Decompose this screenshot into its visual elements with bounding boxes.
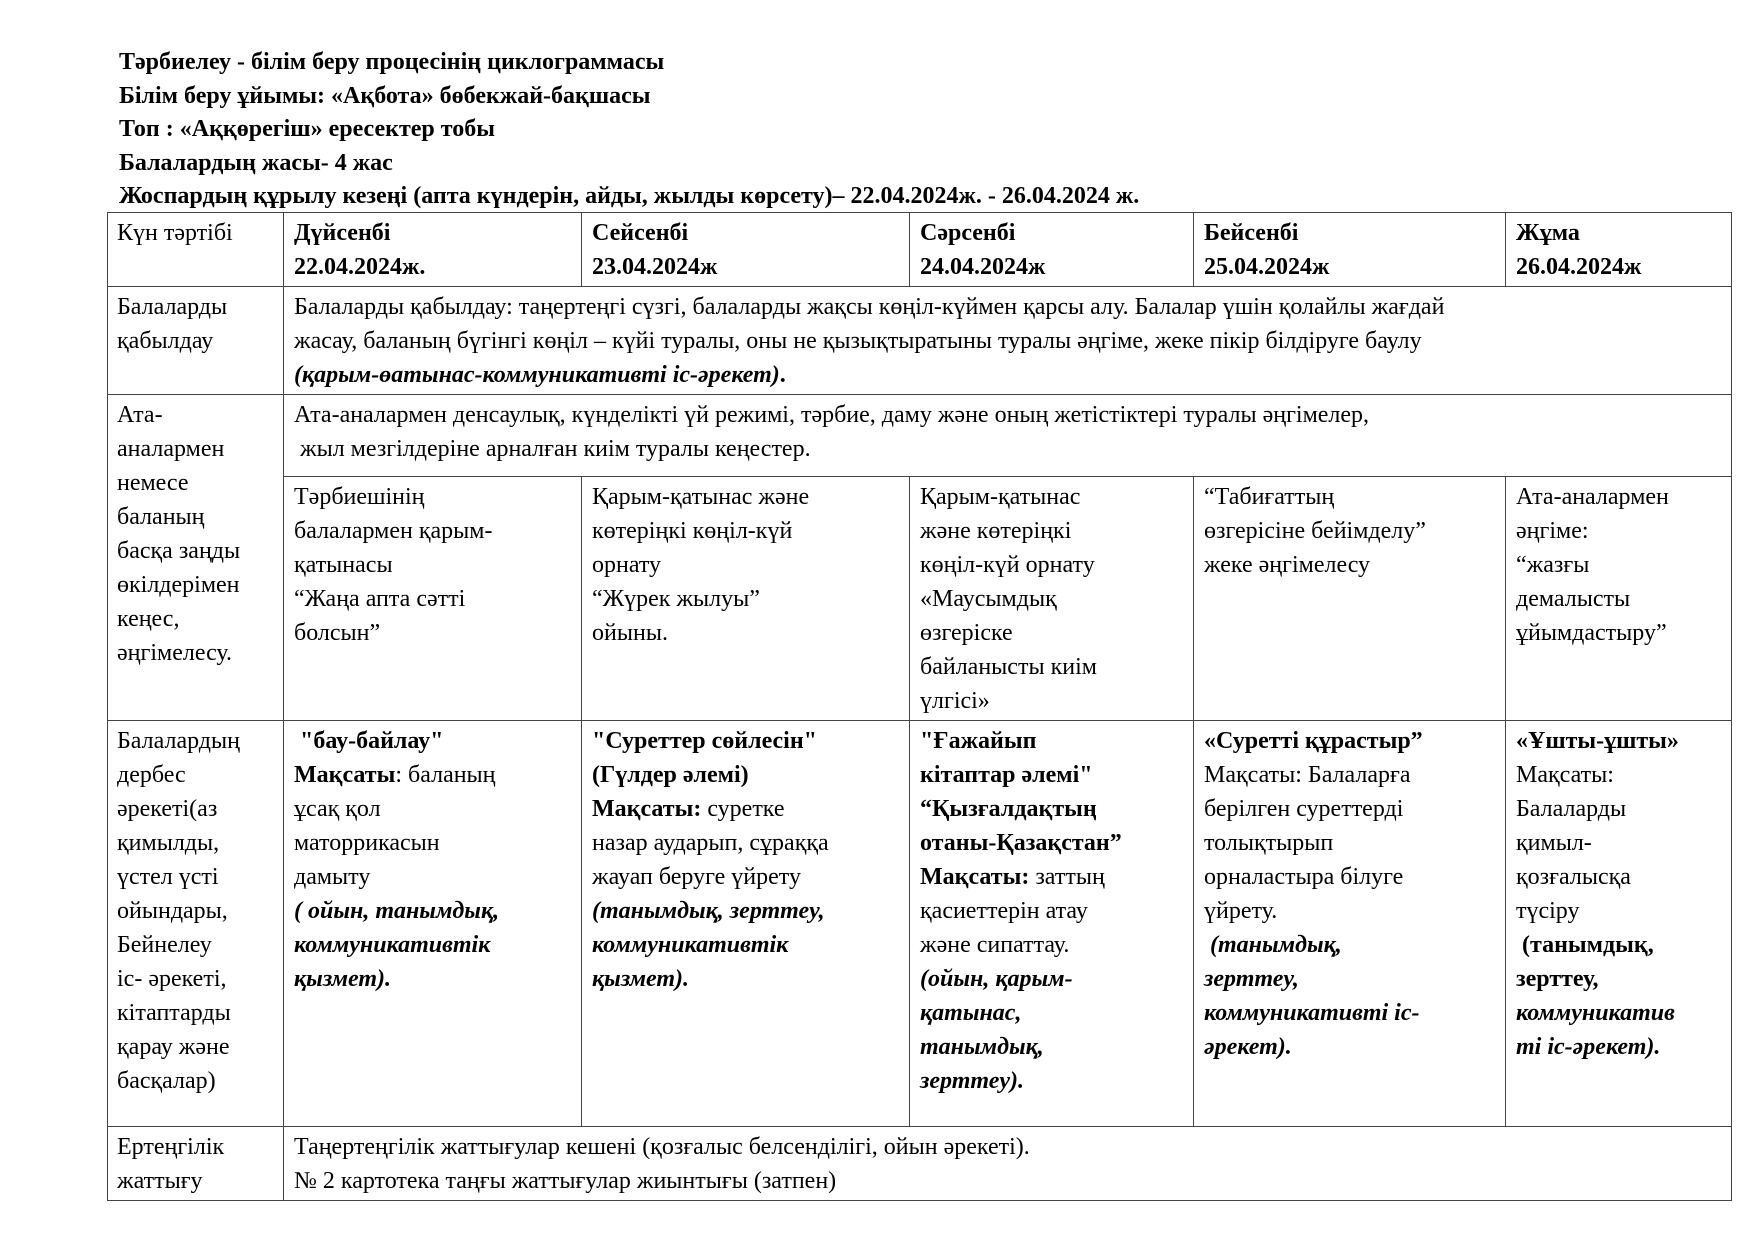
activity-cell-thursday — [1194, 721, 1506, 1127]
label-line: Ертеңгілік — [117, 1134, 225, 1160]
activity-title: «Суретті құрастыр” — [1204, 728, 1423, 754]
goal-line — [592, 792, 899, 826]
day-header-wednesday — [910, 213, 1194, 287]
text-line: балалармен қарым- — [294, 518, 493, 544]
parents-cell-monday — [284, 477, 582, 721]
label-line: өкілдерімен — [117, 572, 240, 598]
text-line: “Жаңа апта сәтті — [294, 586, 466, 612]
period-line: Жоспардың құрылу кезеңі (апта күндерін, айды, жылды көрсету)– 22.04.2024ж. - 26.04.2024 ж. — [119, 183, 1140, 209]
label-line: әңгімелесу. — [117, 640, 233, 666]
activity-title: кітаптар әлемі" — [920, 762, 1093, 788]
text-line: Ата-аналармен денсаулық, күнделікті үй режимі, тәрбие, даму және оның жетістіктері туралы әңгімелер, — [294, 402, 1370, 428]
activity-title: “Қызғалдақтың — [920, 796, 1097, 822]
activity-type: зерттеу, — [1204, 966, 1299, 992]
day-name: Сейсенбі — [592, 220, 689, 246]
goal-label: Мақсаты: — [592, 796, 702, 822]
label-line: басқалар) — [117, 1068, 216, 1094]
row-reception — [108, 287, 1732, 395]
parents-cell-tuesday — [582, 477, 910, 721]
day-date: 25.04.2024ж — [1204, 254, 1330, 280]
row-label-reception — [108, 287, 284, 395]
text-line: жеке әңгімелесу — [1204, 552, 1371, 578]
goal-label: Мақсаты — [294, 762, 396, 788]
activity-type: коммуникативтік — [294, 932, 491, 958]
text-line: орнату — [592, 552, 662, 578]
parents-cell-friday — [1506, 477, 1732, 721]
text-line: үлгісі» — [920, 688, 990, 714]
goal-label: Мақсаты: — [920, 864, 1030, 890]
parents-cell-thursday — [1194, 477, 1506, 721]
row-label-parents — [108, 395, 284, 721]
activity-type: қызмет). — [294, 966, 392, 992]
day-header-friday — [1506, 213, 1732, 287]
label-line: басқа заңды — [117, 538, 241, 564]
day-name: Сәрсенбі — [920, 220, 1016, 246]
goal-text: маторрикасын — [294, 830, 440, 856]
text-line: Тәрбиешінің — [294, 484, 425, 510]
day-date: 23.04.2024ж — [592, 254, 718, 280]
activity-type: (танымдық, — [1204, 932, 1342, 958]
day-date: 26.04.2024ж — [1516, 254, 1642, 280]
activity-cell-monday — [284, 721, 582, 1127]
age-line: Балалардың жасы- 4 жас — [119, 149, 393, 176]
group-line: Топ : «Аққөрегіш» ересектер тобы — [119, 116, 495, 142]
text-line: ұйымдастыру” — [1516, 620, 1667, 646]
day-name: Дүйсенбі — [294, 220, 391, 246]
day-header-monday — [284, 213, 582, 287]
title-cyclogram: Тәрбиелеу - білім беру процесінің циклограммасы — [119, 49, 665, 75]
corner-label: Күн тәртібі — [117, 220, 233, 246]
text-line: өзгерісіне бейімделу” — [1204, 518, 1426, 544]
label-line: ойындары, — [117, 898, 228, 924]
goal-text: толықтырып — [1204, 830, 1334, 856]
text-line: “жазғы — [1516, 552, 1590, 578]
activity-title: "бау-байлау" — [294, 728, 444, 754]
activity-type: қызмет). — [592, 966, 690, 992]
goal-text: жауап беруге үйрету — [592, 864, 801, 890]
goal-text: назар аударып, сұраққа — [592, 830, 829, 856]
label-line: немесе — [117, 470, 189, 496]
activity-type: коммуникативті іс- — [1204, 1000, 1420, 1026]
table-header-row — [108, 213, 1732, 287]
activity-type: әрекет). — [1204, 1034, 1292, 1060]
label-line: Бейнелеу — [117, 932, 212, 958]
document-header — [119, 46, 1139, 214]
goal-text: : баланың — [395, 762, 496, 788]
text-line: байланысты киім — [920, 654, 1097, 680]
label-line: кітаптарды — [117, 1000, 231, 1026]
goal-text: заттың — [1029, 864, 1105, 890]
activity-type: (ойын, қарым- — [920, 966, 1073, 992]
activity-type: (танымдық, зерттеу, — [592, 898, 825, 924]
day-name: Жұма — [1516, 220, 1580, 246]
label-line: іс- әрекеті, — [117, 966, 227, 992]
activity-type: коммуникатив — [1516, 1000, 1675, 1026]
label-line: жаттығу — [117, 1168, 203, 1194]
label-line: аналармен — [117, 436, 225, 462]
goal-line — [920, 860, 1183, 894]
reception-text — [284, 287, 1732, 395]
label-line: Балалардың — [117, 728, 240, 754]
label-line: қарау және — [117, 1034, 230, 1060]
day-name: Бейсенбі — [1204, 220, 1299, 246]
label-line: кеңес, — [117, 606, 180, 632]
goal-text: суретке — [701, 796, 785, 822]
label-line: қимылды, — [117, 830, 220, 856]
activity-title: "Ғажайып — [920, 728, 1037, 754]
activity-subtitle: (Гүлдер әлемі) — [592, 762, 749, 788]
text-line: көңіл-күй орнату — [920, 552, 1095, 578]
text-line: “Табиғаттың — [1204, 484, 1335, 510]
text-line: жыл мезгілдеріне арналған киім туралы кеңестер. — [294, 436, 811, 462]
activity-type: (танымдық, — [1516, 932, 1654, 958]
row-parents-general — [108, 395, 1732, 477]
text-line: және көтеріңкі — [920, 518, 1072, 544]
goal-text: және сипаттау. — [920, 932, 1070, 958]
activity-type: танымдық, — [920, 1034, 1044, 1060]
text-line: болсын” — [294, 620, 381, 646]
day-date: 24.04.2024ж — [920, 254, 1046, 280]
text-line: Балаларды қабылдау: таңертеңгі сүзгі, балаларды жақсы көңіл-күймен қарсы алу. Балалар үшін қолайлы жағдай — [294, 294, 1445, 320]
goal-text: Балаларды — [1516, 796, 1627, 822]
text-line: көтеріңкі көңіл-күй — [592, 518, 793, 544]
text-line — [294, 358, 1721, 392]
activity-type: зерттеу). — [920, 1068, 1025, 1094]
text-line: Таңертеңгілік жаттығулар кешені (қозғалыс белсенділігі, ойын әрекеті). — [294, 1134, 1030, 1160]
goal-text: қасиеттерін атау — [920, 898, 1088, 924]
row-label-morning — [108, 1127, 284, 1201]
goal-text: орналастыра білуге — [1204, 864, 1404, 890]
label-line: әрекеті(аз — [117, 796, 218, 822]
goal-text: түсіру — [1516, 898, 1580, 924]
morning-text — [284, 1127, 1732, 1201]
day-date: 22.04.2024ж. — [294, 254, 426, 280]
activity-cell-tuesday — [582, 721, 910, 1127]
goal-text: үйрету. — [1204, 898, 1278, 924]
activity-type: ( ойын, танымдық, — [294, 898, 500, 924]
activity-type: коммуникативтік — [592, 932, 789, 958]
day-header-tuesday — [582, 213, 910, 287]
activity-cell-wednesday — [910, 721, 1194, 1127]
text-line: өзгеріске — [920, 620, 1013, 646]
text-line: демалысты — [1516, 586, 1631, 612]
activity-title: "Суреттер сөйлесін" — [592, 728, 817, 754]
label-line: Балаларды — [117, 294, 228, 320]
text-line: Қарым-қатынас және — [592, 484, 810, 510]
parents-general-text — [284, 395, 1732, 477]
label-line: Ата- — [117, 402, 163, 428]
goal-text: ұсақ қол — [294, 796, 381, 822]
period-mark: . — [779, 362, 786, 388]
row-label-activity — [108, 721, 284, 1127]
activity-type: қатынас, — [920, 1000, 1022, 1026]
text-line: № 2 картотека таңғы жаттығулар жиынтығы (затпен) — [294, 1168, 837, 1194]
label-line: дербес — [117, 762, 186, 788]
activity-title: отаны-Қазақстан” — [920, 830, 1122, 856]
text-line: қатынасы — [294, 552, 393, 578]
row-parents-days — [108, 477, 1732, 721]
parents-cell-wednesday — [910, 477, 1194, 721]
goal-text: берілген суреттерді — [1204, 796, 1404, 822]
schedule-table — [107, 212, 1732, 1201]
activity-cell-friday — [1506, 721, 1732, 1127]
text-line: әңгіме: — [1516, 518, 1589, 544]
goal-text: Мақсаты: — [1516, 762, 1614, 788]
label-line: баланың — [117, 504, 205, 530]
day-header-thursday — [1194, 213, 1506, 287]
text-line: Қарым-қатынас — [920, 484, 1081, 510]
activity-type: ті іс-әрекет). — [1516, 1034, 1661, 1060]
goal-text: қимыл- — [1516, 830, 1592, 856]
text-line: Ата-аналармен — [1516, 484, 1669, 510]
goal-text: дамыту — [294, 864, 371, 890]
activity-title: «Ұшты-ұшты» — [1516, 728, 1679, 754]
label-line: қабылдау — [117, 328, 214, 354]
activity-type: зерттеу, — [1516, 966, 1599, 992]
goal-line — [294, 758, 571, 792]
row-activity — [108, 721, 1732, 1127]
text-line: “Жүрек жылуы” — [592, 586, 760, 612]
corner-cell — [108, 213, 284, 287]
goal-text: қозғалысқа — [1516, 864, 1631, 890]
text-line: ойыны. — [592, 620, 668, 646]
organization-line: Білім беру ұйымы: «Ақбота» бөбекжай-бақшасы — [119, 82, 651, 109]
text-line: жасау, баланың бүгінгі көңіл – күйі туралы, оны не қызықтыратыны туралы әңгіме, жеке пікір білдіруге баулу — [294, 328, 1422, 354]
activity-type: (қарым-өатынас-коммуникативті іс-әрекет) — [294, 362, 780, 388]
label-line: үстел үсті — [117, 864, 219, 890]
text-line: «Маусымдық — [920, 586, 1057, 612]
goal-text: Мақсаты: Балаларға — [1204, 762, 1411, 788]
row-morning-exercise — [108, 1127, 1732, 1201]
